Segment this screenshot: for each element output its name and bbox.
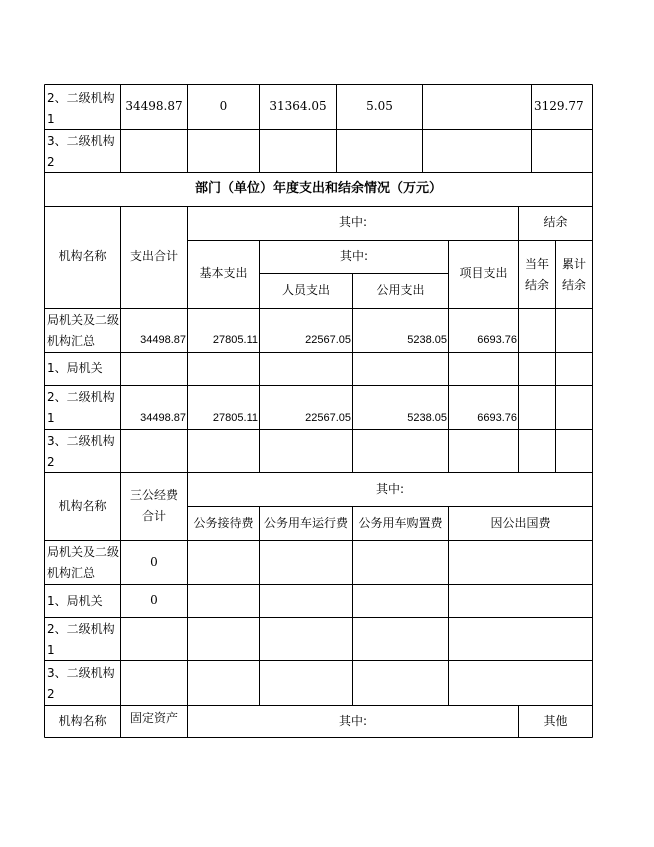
- table-row-name: 2、二级机构1: [47, 91, 115, 126]
- col-header-current-year: 当年结余: [525, 257, 550, 292]
- table-row-name: 3、二级机构2: [47, 134, 115, 169]
- col-header-basic: 基本支出: [199, 266, 248, 280]
- asset-org-name: 机构名称: [58, 714, 107, 728]
- col-header-org-name: 机构名称: [58, 499, 107, 513]
- col-header-public: 公用支出: [376, 283, 425, 297]
- table-cell: 34498.87: [140, 334, 186, 346]
- table-cell: 22567.05: [305, 334, 351, 346]
- table-row-name: 2、二级机构1: [47, 622, 115, 657]
- col-header-overseas: 因公出国费: [490, 516, 551, 530]
- table-row-name: 1、局机关: [47, 594, 103, 608]
- table-row-name: 局机关及二级机构汇总: [47, 313, 120, 348]
- table-cell: 34498.87: [140, 412, 186, 424]
- col-header-vehicle-running: 公务用车运行费: [263, 516, 348, 530]
- col-header-of-which-basic: 其中:: [339, 249, 369, 263]
- table-row-name: 1、局机关: [47, 361, 103, 375]
- table-cell: 31364.05: [269, 99, 327, 113]
- col-header-cumulative: 累计结余: [561, 257, 586, 292]
- col-header-personnel: 人员支出: [281, 283, 330, 297]
- table-cell: 22567.05: [305, 412, 351, 424]
- table-cell: 34498.87: [125, 99, 183, 113]
- table-cell: 5238.05: [407, 412, 447, 424]
- col-header-total: 支出合计: [129, 249, 178, 263]
- asset-other: 其他: [543, 714, 568, 728]
- table-cell: 0: [150, 555, 158, 569]
- col-header-project: 项目支出: [459, 266, 508, 280]
- table-cell: 5238.05: [407, 334, 447, 346]
- table-row-name: 2、二级机构1: [47, 390, 115, 425]
- table-cell: 0: [150, 593, 158, 607]
- table-row-name: 3、二级机构2: [47, 434, 115, 469]
- col-header-vehicle-purchase: 公务用车购置费: [358, 516, 443, 530]
- table-cell: 0: [219, 99, 228, 113]
- section-title: 部门（单位）年度支出和结余情况（万元）: [194, 181, 442, 196]
- table-row-name: 3、二级机构2: [47, 666, 115, 701]
- table-cell: 27805.11: [212, 412, 258, 424]
- asset-of-which: 其中:: [338, 714, 368, 728]
- table-cell: 6693.76: [477, 334, 517, 346]
- col-header-three-public-total: 三公经费合计: [129, 488, 178, 523]
- table-cell: 5.05: [366, 99, 393, 113]
- col-header-org-name: 机构名称: [58, 249, 107, 263]
- table-cell: 3129.77: [534, 99, 584, 113]
- asset-fixed-assets: 固定资产: [129, 711, 178, 725]
- table-cell: 6693.76: [477, 412, 517, 424]
- col-header-of-which: 其中:: [338, 215, 368, 229]
- col-header-of-which: 其中:: [375, 482, 405, 496]
- table-cell: 27805.11: [212, 334, 258, 346]
- table-row-name: 局机关及二级机构汇总: [47, 545, 120, 580]
- col-header-reception: 公务接待费: [193, 516, 254, 530]
- col-header-surplus: 结余: [543, 215, 568, 229]
